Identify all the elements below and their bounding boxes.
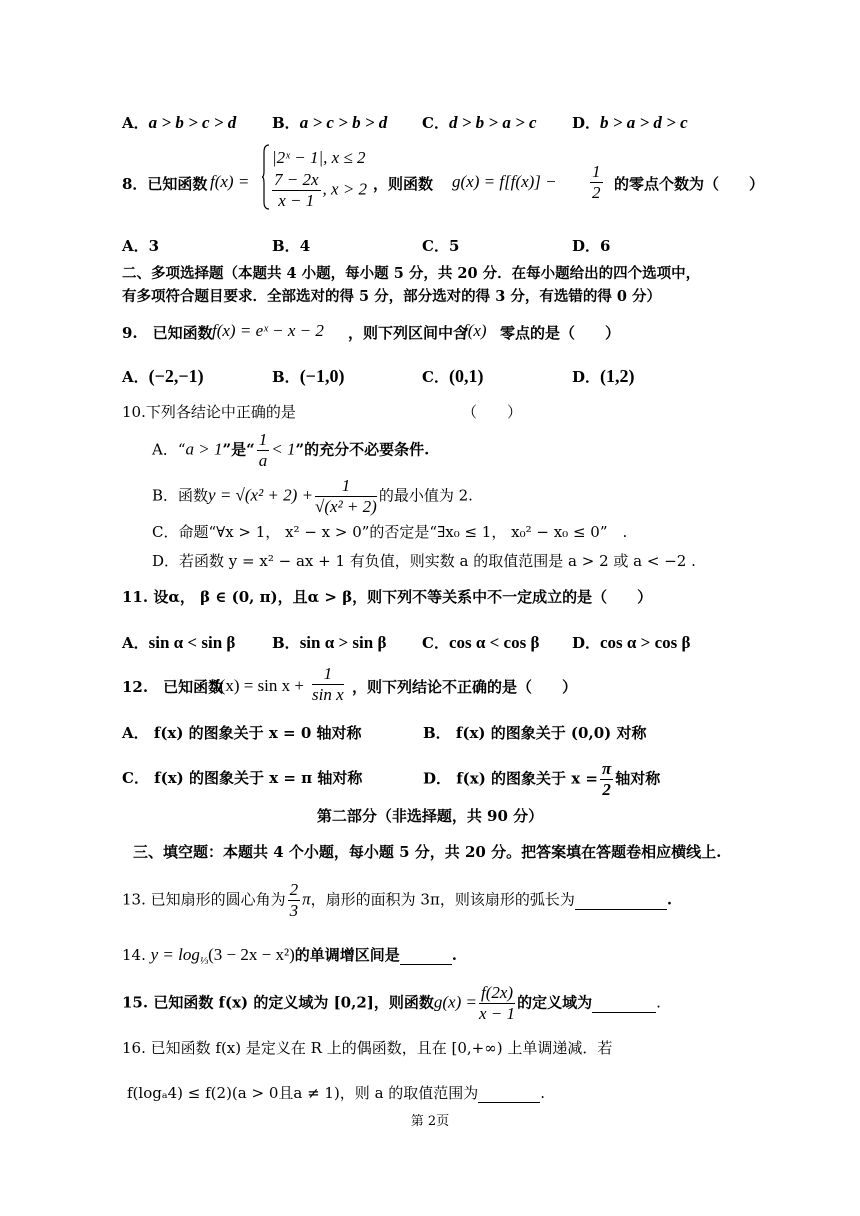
- q12-tail: ，则下列结论不正确的是（ ）: [352, 678, 578, 696]
- q7-option-c: C．d > b > a > c: [422, 113, 537, 132]
- q8-case1: |2ˣ − 1|, x ≤ 2: [272, 148, 366, 167]
- q8-mid: ，则函数: [373, 175, 434, 193]
- q9-option-b: B．(−1,0): [272, 366, 345, 386]
- question-13: 13. 已知扇形的圆心角为 $\frac{2}{3}$ π，扇形的面积为 3π，则该扇形的弧长为 .: [122, 880, 673, 920]
- part2-title: 第二部分（非选择题，共 90 分）: [316, 807, 544, 825]
- q8-tail: 的零点个数为（ ）: [614, 175, 765, 193]
- q9-lead: 9. 已知函数: [122, 324, 213, 342]
- q15-answer-blank[interactable]: [592, 994, 656, 1013]
- q8-option-b: B．4: [272, 237, 311, 255]
- q8-case2-den: x − 1: [278, 191, 315, 210]
- q8-option-a: A．3: [122, 237, 160, 255]
- q8-gx: g(x) = f[f(x)] −: [452, 172, 557, 191]
- section2-heading-line1: 二、多项选择题（本题共 4 小题，每小题 5 分，共 20 分．在每小题给出的四个选项中，: [122, 265, 701, 282]
- section2-heading-line2: 有多项符合题目要求．全部选对的得 5 分，部分选对的得 3 分，有选错的得 0 分）: [122, 288, 662, 305]
- page-number: 第 2页: [410, 1114, 450, 1129]
- q16-line2: f(logₐ4) ≤ f(2)(a > 0且a ≠ 1)，则 a 的取值范围为 .: [127, 1084, 546, 1102]
- q16-answer-blank[interactable]: [478, 1084, 540, 1103]
- question-14: 14. $y = \log_{\frac{1}{3}}(3 - 2x - x^2)$的单调增区间是 .: [122, 945, 457, 967]
- q9-option-c: C．(0,1): [422, 366, 484, 386]
- q8-lead: 8．已知函数: [122, 175, 208, 193]
- q9-option-a: A．(−2,−1): [122, 366, 204, 386]
- q8-option-d: D．6: [572, 237, 611, 255]
- q11-option-a: A．sin α < sin β: [122, 633, 236, 652]
- q8-half: $\frac{1}{2}$: [592, 162, 601, 202]
- q14-answer-blank[interactable]: [400, 946, 452, 965]
- q12-fx: f(x) = sin x +: [214, 676, 304, 695]
- q12-lead: 12. 已知函数: [122, 678, 224, 696]
- q8-case2-cond: , x > 2: [322, 179, 368, 199]
- q12-frac: $\frac{1}{\text{sin x}}$: [312, 664, 344, 704]
- q12-option-d: D． f(x) 的图象关于 x = $\frac{\pi}{2}$ 轴对称: [423, 759, 661, 799]
- q8-case2: [270, 170, 367, 211]
- q9-mid: ，则下列区间中含: [348, 324, 469, 342]
- section3-heading: 三、填空题：本题共 4 个小题，每小题 5 分，共 20 分。把答案填在答题卷相应横线上.: [133, 843, 722, 861]
- q10-option-b: B．函数y = √(x² + 2) + $\frac{1}{\text{√(x² + 2)}}$ 的最小值为 2.: [152, 476, 473, 516]
- q10-paren: （ ）: [462, 403, 523, 421]
- q7-option-a: A．a > b > c > d: [122, 113, 237, 132]
- q10-option-c: C．命题“∀x > 1， x² − x > 0”的否定是“∃x₀ ≤ 1， x₀² − x₀ ≤ 0” .: [152, 523, 628, 541]
- q10-option-a: A．“a > 1”是“ $\frac{1}{a}$ < 1”的充分不必要条件.: [152, 430, 430, 470]
- q7-option-d: D．b > a > d > c: [572, 113, 688, 132]
- q8-option-c: C．5: [422, 237, 460, 255]
- piecewise-brace: [262, 144, 270, 210]
- q9-option-d: D．(1,2): [572, 366, 635, 386]
- q11-stem: 11. 设α， β ∈ (0, π)，且α > β，则下列不等关系中不一定成立的是（ ）: [122, 588, 653, 606]
- q9-formula: f(x) = eˣ − x − 2: [212, 321, 324, 340]
- q12-option-b: B． f(x) 的图象关于 (0,0) 对称: [423, 724, 647, 742]
- q8-case2-num: 7 − 2x: [274, 170, 319, 189]
- q11-option-d: D．cos α > cos β: [572, 633, 691, 652]
- q12-option-a: A． f(x) 的图象关于 x = 0 轴对称: [122, 724, 362, 742]
- q11-option-c: C．cos α < cos β: [422, 633, 540, 652]
- q11-option-b: B．sin α > sin β: [272, 633, 387, 652]
- question-15: 15. 已知函数 f(x) 的定义域为 [0,2]，则函数g(x) = $\frac{f(2x)}{x - 1}$ 的定义域为 .: [122, 983, 661, 1023]
- q10-stem: 10.下列各结论中正确的是: [122, 403, 296, 421]
- q10-option-d: D．若函数 y = x² − ax + 1 有负值，则实数 a 的取值范围是 a > 2 或 a < −2 .: [152, 552, 696, 570]
- q12-option-c: C． f(x) 的图象关于 x = π 轴对称: [122, 769, 363, 787]
- q9-fx: f(x): [463, 321, 487, 340]
- q8-fx: f(x) =: [210, 172, 250, 191]
- q16-line1: 16. 已知函数 f(x) 是定义在 R 上的偶函数，且在 [0,+∞) 上单调递减．若: [122, 1039, 613, 1057]
- q7-option-b: B．a > c > b > d: [272, 113, 388, 132]
- q13-answer-blank[interactable]: [575, 891, 667, 910]
- q9-tail: 零点的是（ ）: [500, 324, 621, 342]
